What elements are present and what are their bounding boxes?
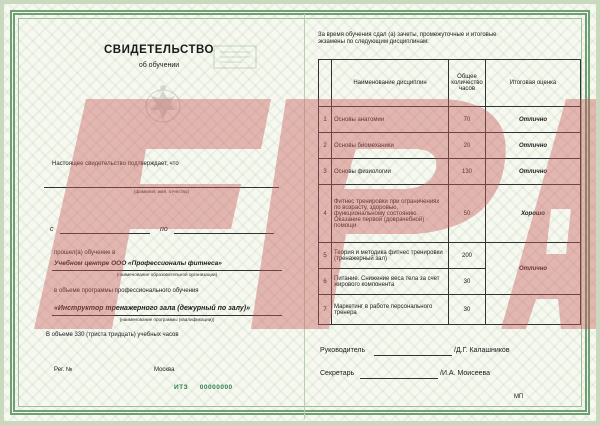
serial-number: 00000000 xyxy=(199,384,233,391)
row-grade: Отлично xyxy=(486,243,581,295)
table-header-row xyxy=(319,60,581,107)
program-caption: (наименование программы (квалификации)) xyxy=(119,317,215,322)
institution-caption: (наименование образовательной организации) xyxy=(116,272,218,277)
series: ИТЗ xyxy=(174,384,189,391)
secretary-signature-line xyxy=(360,378,438,379)
row-name: Основы биомеханики xyxy=(332,133,449,159)
program-intro: в объеме программы профессионального обучения xyxy=(54,288,199,294)
row-hours: 130 xyxy=(449,159,486,185)
document-title: СВИДЕТЕЛЬСТВО xyxy=(104,44,214,56)
institution-line xyxy=(52,270,282,271)
reg-label: Рег. № xyxy=(54,367,73,373)
row-grade: Отлично xyxy=(486,159,581,185)
head-name: /Д.Г. Калашников xyxy=(454,347,510,354)
program-name: «Инструктор тренажерного зала (дежурный по залу)» xyxy=(54,305,251,312)
to-label: по xyxy=(160,226,168,233)
row-name: Фитнес тренировки при ограничениях по возрасту, здоровью, функциональному состоянию. Оказание первой (доврачебной) помощи xyxy=(332,185,449,243)
row-hours: 30 xyxy=(449,295,486,325)
row-num: 7 xyxy=(319,295,332,325)
row-name: Основы анатомии xyxy=(332,107,449,133)
from-date-line xyxy=(60,233,150,234)
row-num: 6 xyxy=(319,269,332,295)
row-grade: Хорошо xyxy=(486,185,581,243)
row-num: 4 xyxy=(319,185,332,243)
institution-name: Учебном центре ООО «Профессионалы фитнеса» xyxy=(54,260,222,267)
confirm-text: Настоящее свидетельство подтверждает, что xyxy=(52,161,179,167)
row-hours: 200 xyxy=(449,243,486,269)
row-num: 5 xyxy=(319,243,332,269)
table-row xyxy=(319,295,581,325)
row-name: Питание. Снижение веса тела за счет жирового компонента xyxy=(332,269,449,295)
row-hours: 50 xyxy=(449,185,486,243)
center-fold xyxy=(304,14,305,419)
secretary-label: Секретарь xyxy=(320,370,355,377)
table-row xyxy=(319,185,581,243)
volume-text: В объеме 330 (триста тридцать) учебных часов xyxy=(46,332,179,338)
from-label: с xyxy=(50,226,54,233)
header-name: Наименование дисциплин xyxy=(332,60,449,107)
blank-number xyxy=(174,384,233,391)
row-name: Основы физиологии xyxy=(332,159,449,185)
table-intro xyxy=(318,32,497,46)
table-row xyxy=(319,243,581,269)
head-signature-line xyxy=(374,355,452,356)
row-num: 2 xyxy=(319,133,332,159)
row-grade xyxy=(486,295,581,325)
table-row xyxy=(319,159,581,185)
city: Москва xyxy=(154,367,175,373)
row-hours: 70 xyxy=(449,107,486,133)
disciplines-table xyxy=(318,59,581,325)
head-label: Руководитель xyxy=(320,347,366,354)
row-name: Маркетинг в работе персонального тренера xyxy=(332,295,449,325)
header-grade: Итоговая оценка xyxy=(486,60,581,107)
passed-text: прошел(а) обучение в xyxy=(54,250,116,256)
name-line xyxy=(44,187,279,188)
secretary-name: /И.А. Моисеева xyxy=(440,370,491,377)
table-row xyxy=(319,107,581,133)
table-row xyxy=(319,133,581,159)
program-line xyxy=(52,315,282,316)
row-hours: 20 xyxy=(449,133,486,159)
table-intro-line1: За время обучения сдал (а) зачеты, промежуточные и итоговые xyxy=(318,32,497,38)
eagle-emblem-icon xyxy=(142,82,184,126)
header-hours: Общее количество часов xyxy=(449,60,486,107)
row-num: 1 xyxy=(319,107,332,133)
row-grade: Отлично xyxy=(486,133,581,159)
row-grade: Отлично xyxy=(486,107,581,133)
row-hours: 30 xyxy=(449,269,486,295)
header-num xyxy=(319,60,332,107)
table-intro-line2: экзамены по следующим дисциплинам: xyxy=(318,39,429,46)
name-caption: (фамилия, имя, отчество) xyxy=(133,189,190,194)
document-subtitle: об обучении xyxy=(138,62,180,69)
stamp-label: МП xyxy=(514,394,524,400)
row-num: 3 xyxy=(319,159,332,185)
to-date-line xyxy=(174,233,274,234)
row-name: Теория и методика фитнес тренировки (тренажерный зал) xyxy=(332,243,449,269)
